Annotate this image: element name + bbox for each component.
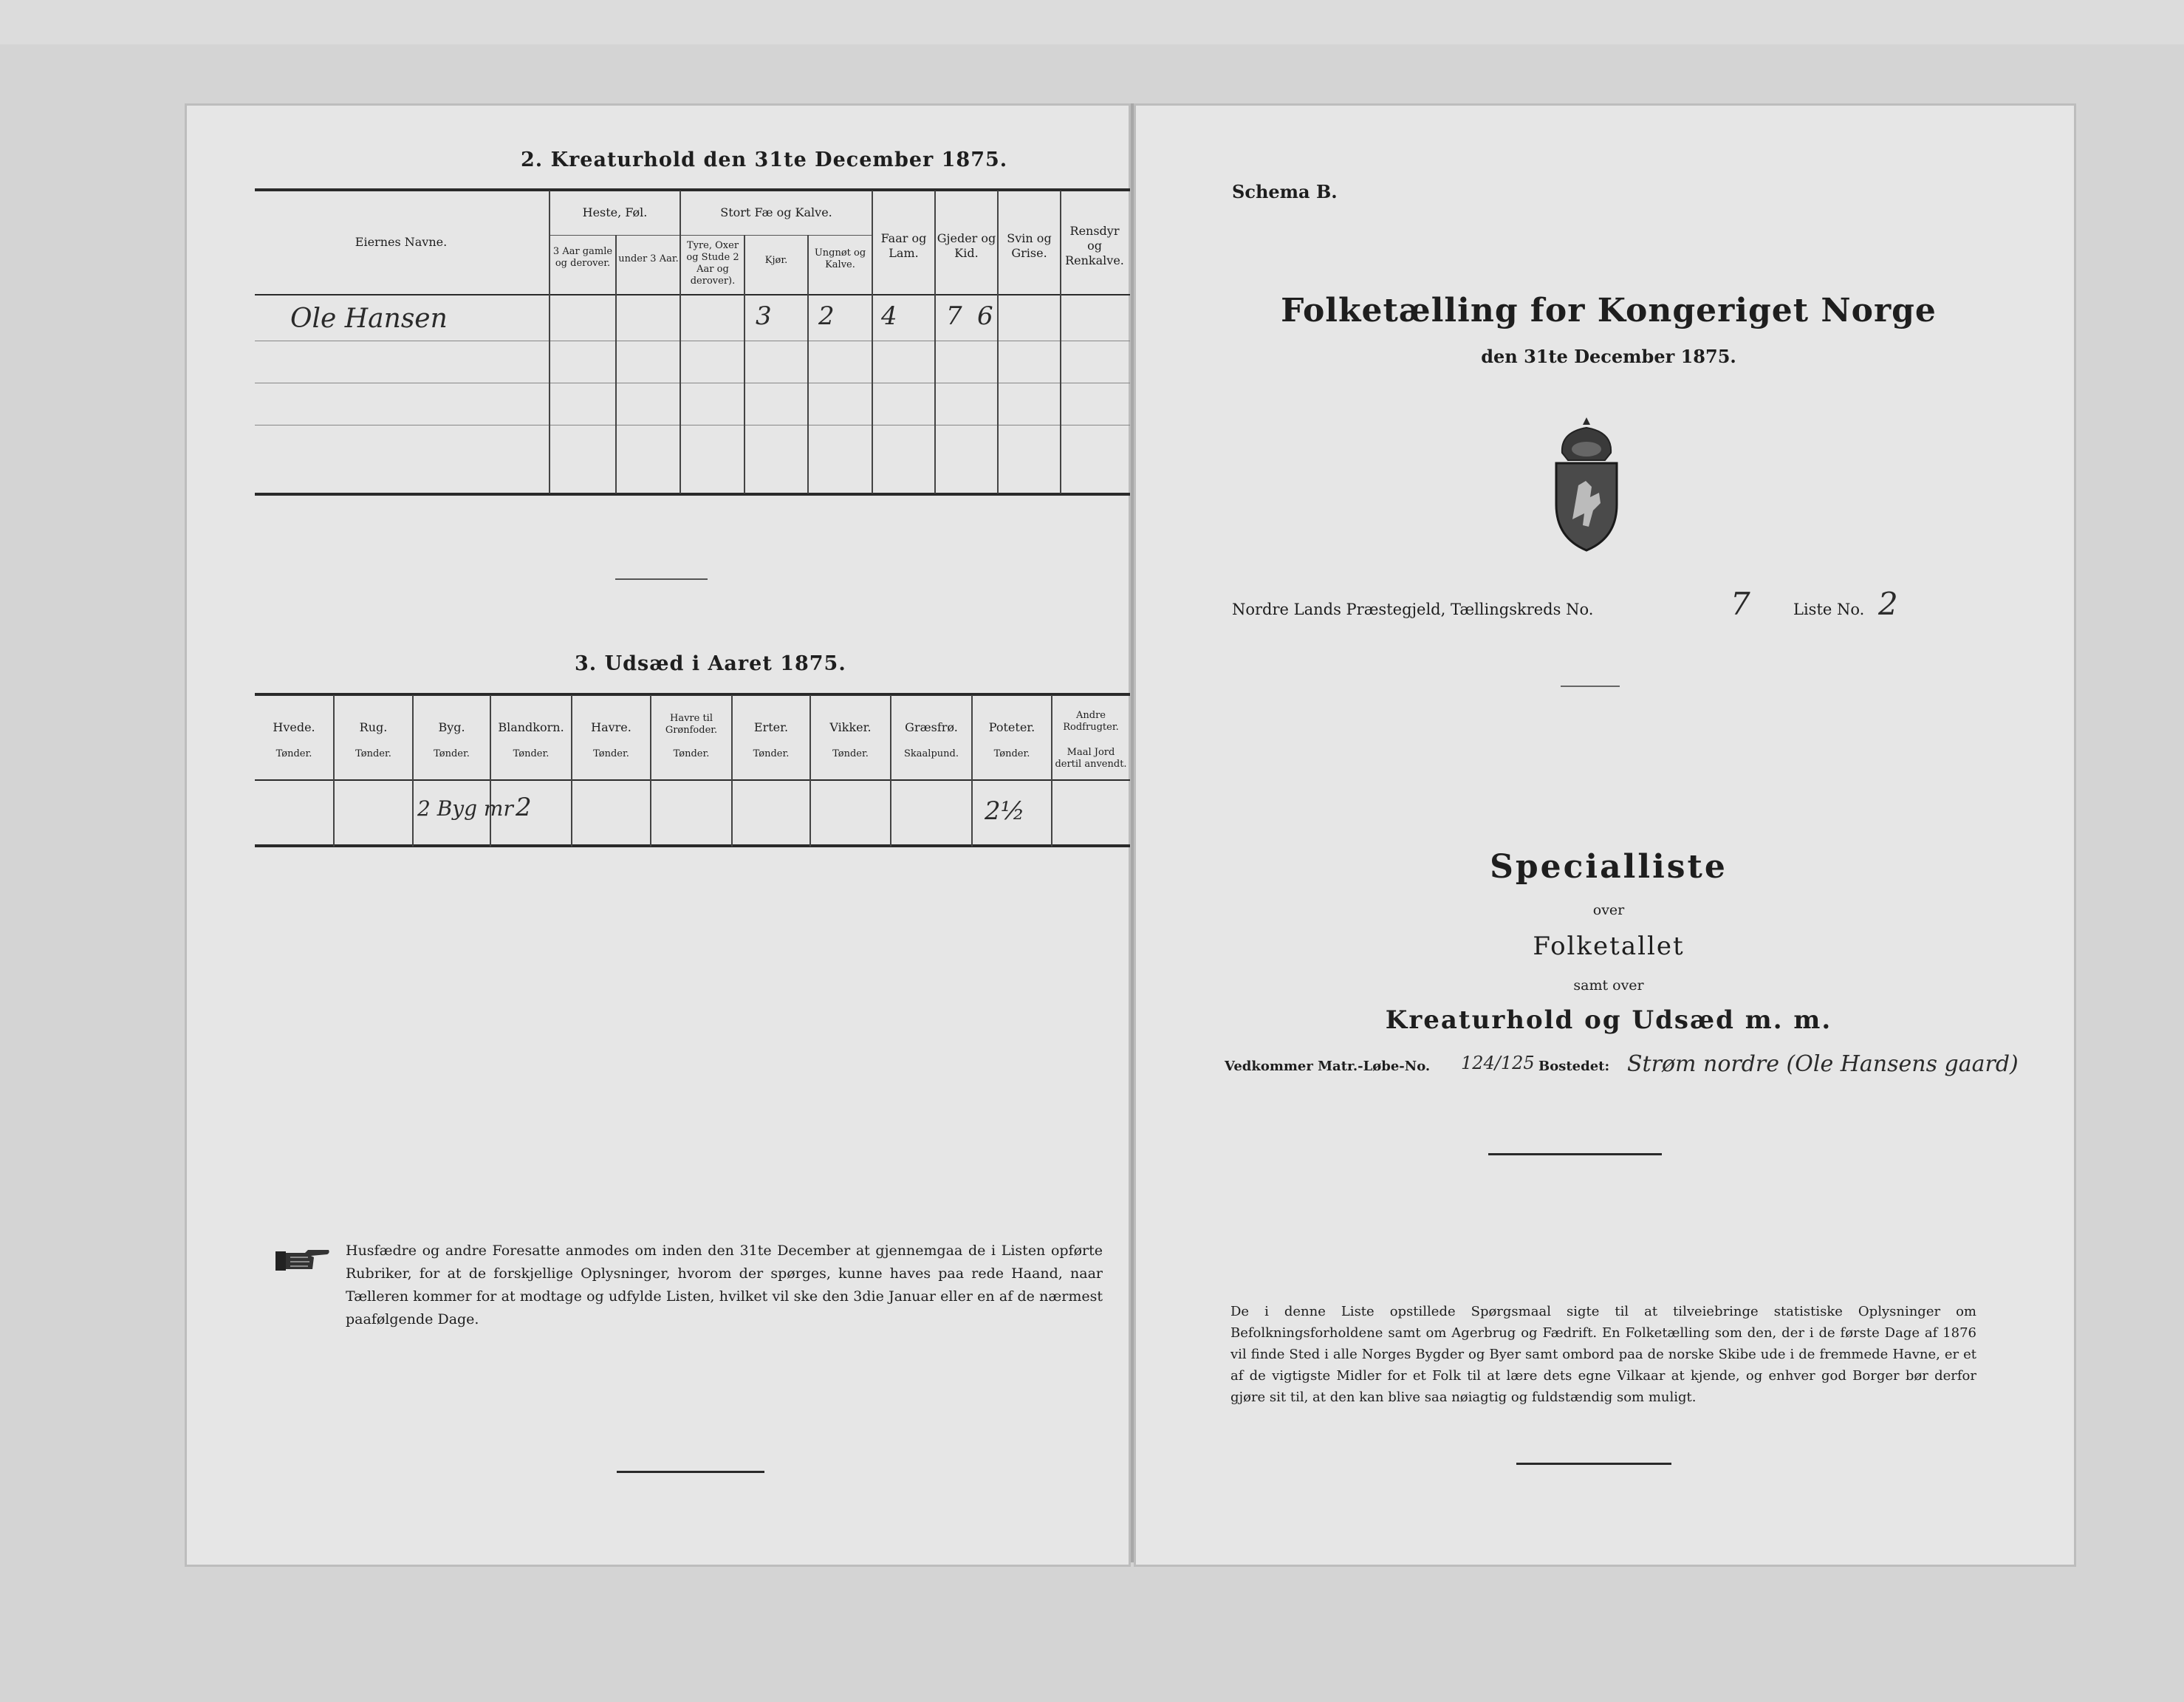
header-young-cattle: Ungnøt og Kalve. xyxy=(814,247,866,270)
owner-name: Ole Hansen xyxy=(290,304,448,334)
explanatory-note: De i denne Liste opstillede Spørgsmaal sigte til at tilveiebringe statistiske Oplysninger om Befolkningsforholdene samt om Agerbrug og Fædrift. En Folketælling som den, der i de første Dage af 1876 vil finde Sted i alle Norges Bygder og Byer samt ombord paa de norske Skibe ude i de fremmede Havne, er et af de vigtigste Midler for et Folk til at lære dets egne Vilkaar at kjende, og enhver god Borger bør derfor gjøre sit til, at den kan blive saa nøiagtig og fuldstændig som muligt. xyxy=(1230,1304,1976,1405)
header-horses-young: under 3 Aar. xyxy=(618,253,679,264)
header-barley: Byg. xyxy=(438,720,465,734)
header-rye: Rug. xyxy=(359,720,388,734)
bosted-value: Strøm nordre (Ole Hansens gaard) xyxy=(1627,1051,2019,1077)
header-oats-fodder: Havre til Grønfoder. xyxy=(665,713,718,736)
header-oats: Havre. xyxy=(591,720,631,734)
kreds-number: 7 xyxy=(1731,586,1750,622)
unit-peas: Tønder. xyxy=(753,748,790,759)
table2-header-rule xyxy=(255,294,1130,295)
header-reindeer: Rensdyr og Renkalve. xyxy=(1065,224,1124,267)
header-potato: Poteter. xyxy=(988,720,1035,734)
left-page xyxy=(185,103,1131,1567)
section3-title: 3. Udsæd i Aaret 1875. xyxy=(575,652,846,675)
coat-of-arms-icon xyxy=(1546,416,1627,553)
unit-potato: Tønder. xyxy=(993,748,1030,759)
pointing-hand-icon xyxy=(275,1247,330,1274)
mixed-value: 2 xyxy=(516,793,532,822)
matr-label: Vedkommer Matr.-Løbe-No. xyxy=(1225,1059,1431,1074)
over-text: over xyxy=(1592,902,1625,918)
header-mixed: Blandkorn. xyxy=(498,720,564,734)
unit-wheat: Tønder. xyxy=(275,748,312,759)
unit-barley: Tønder. xyxy=(434,748,470,759)
header-vetch: Vikker. xyxy=(829,720,872,734)
folketallet-heading: Folketallet xyxy=(1533,932,1685,961)
unit-other: Maal Jord dertil anvendt. xyxy=(1055,747,1127,770)
schema-label: Schema B. xyxy=(1232,181,1338,202)
header-cows: Kjør. xyxy=(764,255,788,266)
kreaturhold-heading: Kreaturhold og Udsæd m. m. xyxy=(1385,1005,1832,1035)
unit-vetch: Tønder. xyxy=(832,748,869,759)
samt-over-text: samt over xyxy=(1573,977,1644,994)
header-cattle: Stort Fæ og Kalve. xyxy=(720,205,832,219)
bottom-rule xyxy=(617,1471,764,1473)
divider xyxy=(615,578,708,580)
goats-value: 7 xyxy=(946,301,962,331)
header-wheat: Hvede. xyxy=(273,720,315,734)
table3-top-rule xyxy=(255,693,1130,696)
unit-grass: Skaalpund. xyxy=(904,748,959,759)
instruction-note: Husfædre og andre Foresatte anmodes om inden den 31te December at gjennemgaa de i Listen opførte Rubriker, for at de forskjellige Oplysninger, hvorom der spørges, kunne haves paa rede Haand, naar Tælleren kommer for at modtage og udfylde Listen, hvilket vil ske den 3die Januar eller en af de nærmest paafølgende Dage. xyxy=(346,1243,1103,1327)
potato-value: 2½ xyxy=(985,796,1025,826)
unit-rye: Tønder. xyxy=(355,748,391,759)
liste-label: Liste No. xyxy=(1793,601,1865,618)
header-sheep: Faar og Lam. xyxy=(880,231,927,260)
specialliste-heading: Specialliste xyxy=(1490,848,1728,886)
unit-oats: Tønder. xyxy=(593,748,629,759)
young-cattle-value: 2 xyxy=(818,301,835,331)
header-horses: Heste, Føl. xyxy=(582,205,648,219)
header-grass: Græsfrø. xyxy=(905,720,958,734)
sheep-value: 4 xyxy=(881,301,897,331)
parish-label: Nordre Lands Præstegjeld, Tællingskreds No. xyxy=(1232,601,1594,618)
matr-number: 124/125 xyxy=(1461,1053,1535,1073)
header-owner: Eiernes Navne. xyxy=(355,235,448,249)
document-title: Folketælling for Kongeriget Norge xyxy=(1281,292,1937,329)
right-page xyxy=(1134,103,2076,1567)
document-date: den 31te December 1875. xyxy=(1481,346,1736,367)
header-pigs: Svin og Grise. xyxy=(1007,231,1052,260)
header-bulls: Tyre, Oxer og Stude 2 Aar og derover). xyxy=(686,240,739,287)
header-other: Andre Rodfrugter. xyxy=(1063,710,1119,733)
unit-mixed: Tønder. xyxy=(513,748,550,759)
barley-value: 2 Byg mr xyxy=(417,796,513,821)
unit-oats-fodder: Tønder. xyxy=(673,748,710,759)
table2-bottom-rule xyxy=(255,493,1130,496)
table3-header-rule xyxy=(255,779,1130,781)
bosted-label: Bostedet: xyxy=(1538,1059,1610,1074)
cows-value: 3 xyxy=(756,301,772,331)
liste-number: 2 xyxy=(1878,586,1898,622)
section2-title: 2. Kreaturhold den 31te December 1875. xyxy=(521,148,1008,171)
table2-top-rule xyxy=(255,188,1130,191)
header-goats: Gjeder og Kid. xyxy=(937,231,996,260)
header-peas: Erter. xyxy=(753,720,789,734)
scan-background xyxy=(0,0,2184,44)
header-horses-old: 3 Aar gamle og derover. xyxy=(552,246,613,269)
table3-bottom-rule xyxy=(255,844,1130,847)
pigs-value: 6 xyxy=(977,301,993,331)
